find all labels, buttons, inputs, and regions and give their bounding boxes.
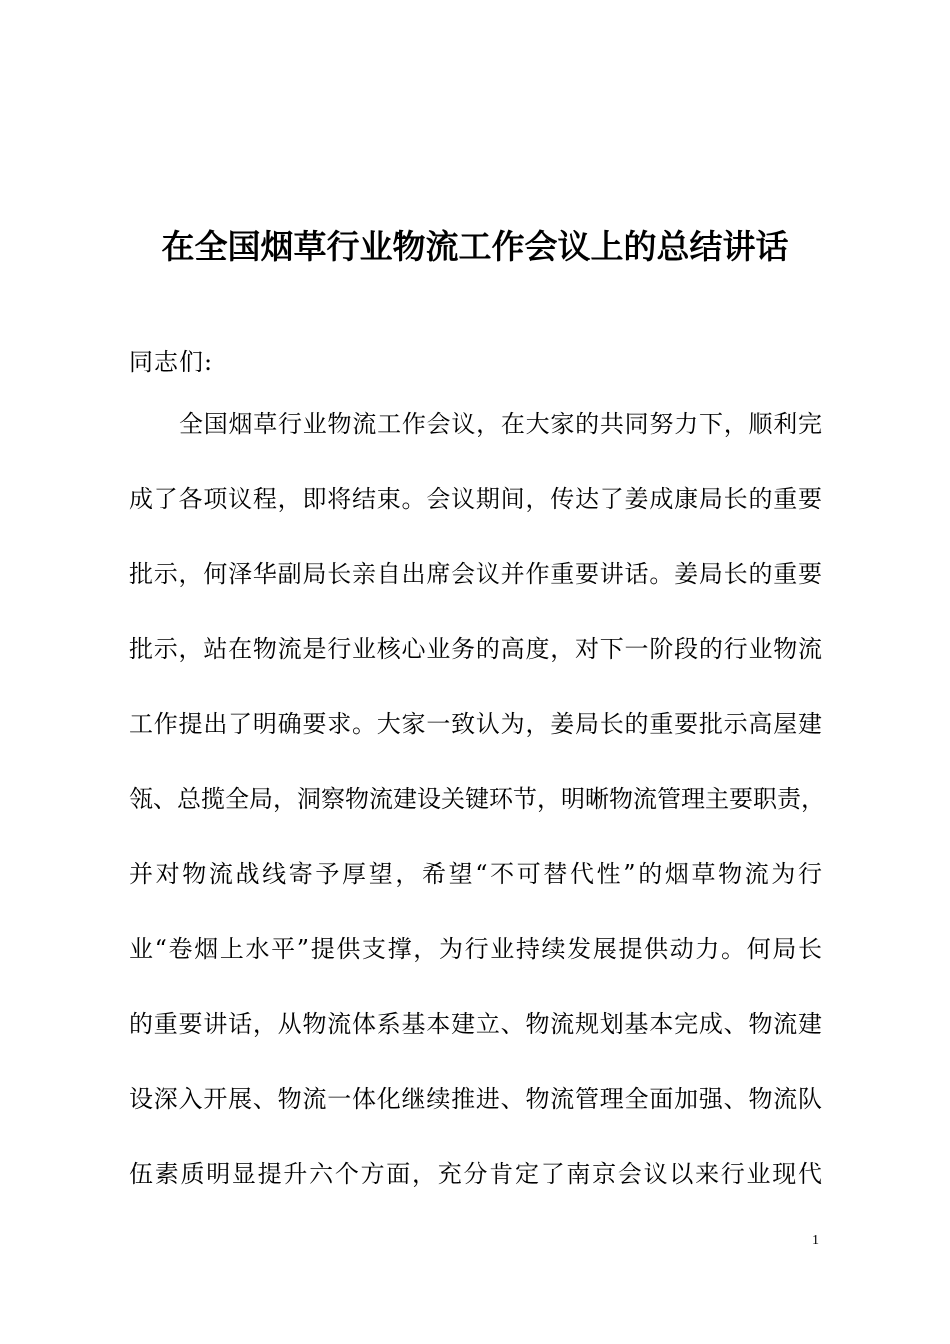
body-line: 瓴、总揽全局，洞察物流建设关键环节，明晰物流管理主要职责， — [129, 785, 825, 813]
body-line: 批示，何泽华副局长亲自出席会议并作重要讲话。姜局长的重要 — [129, 560, 822, 588]
body-line: 业“卷烟上水平”提供支撑，为行业持续发展提供动力。何局长 — [129, 935, 822, 963]
body-line: 全国烟草行业物流工作会议，在大家的共同努力下，顺利完 — [179, 410, 822, 438]
page-number: 1 — [812, 1233, 819, 1248]
body-line: 伍素质明显提升六个方面，充分肯定了南京会议以来行业现代 — [129, 1160, 822, 1188]
body-line: 设深入开展、物流一体化继续推进、物流管理全面加强、物流队 — [129, 1085, 822, 1113]
body-line: 的重要讲话，从物流体系基本建立、物流规划基本完成、物流建 — [129, 1010, 822, 1038]
body-line: 成了各项议程，即将结束。会议期间，传达了姜成康局长的重要 — [129, 485, 822, 513]
body-line: 并对物流战线寄予厚望，希望“不可替代性”的烟草物流为行 — [129, 860, 822, 888]
salutation: 同志们: — [129, 348, 214, 376]
body-line: 批示，站在物流是行业核心业务的高度，对下一阶段的行业物流 — [129, 635, 822, 663]
document-title: 在全国烟草行业物流工作会议上的总结讲话 — [161, 227, 789, 266]
body-line: 工作提出了明确要求。大家一致认为，姜局长的重要批示高屋建 — [129, 710, 822, 738]
